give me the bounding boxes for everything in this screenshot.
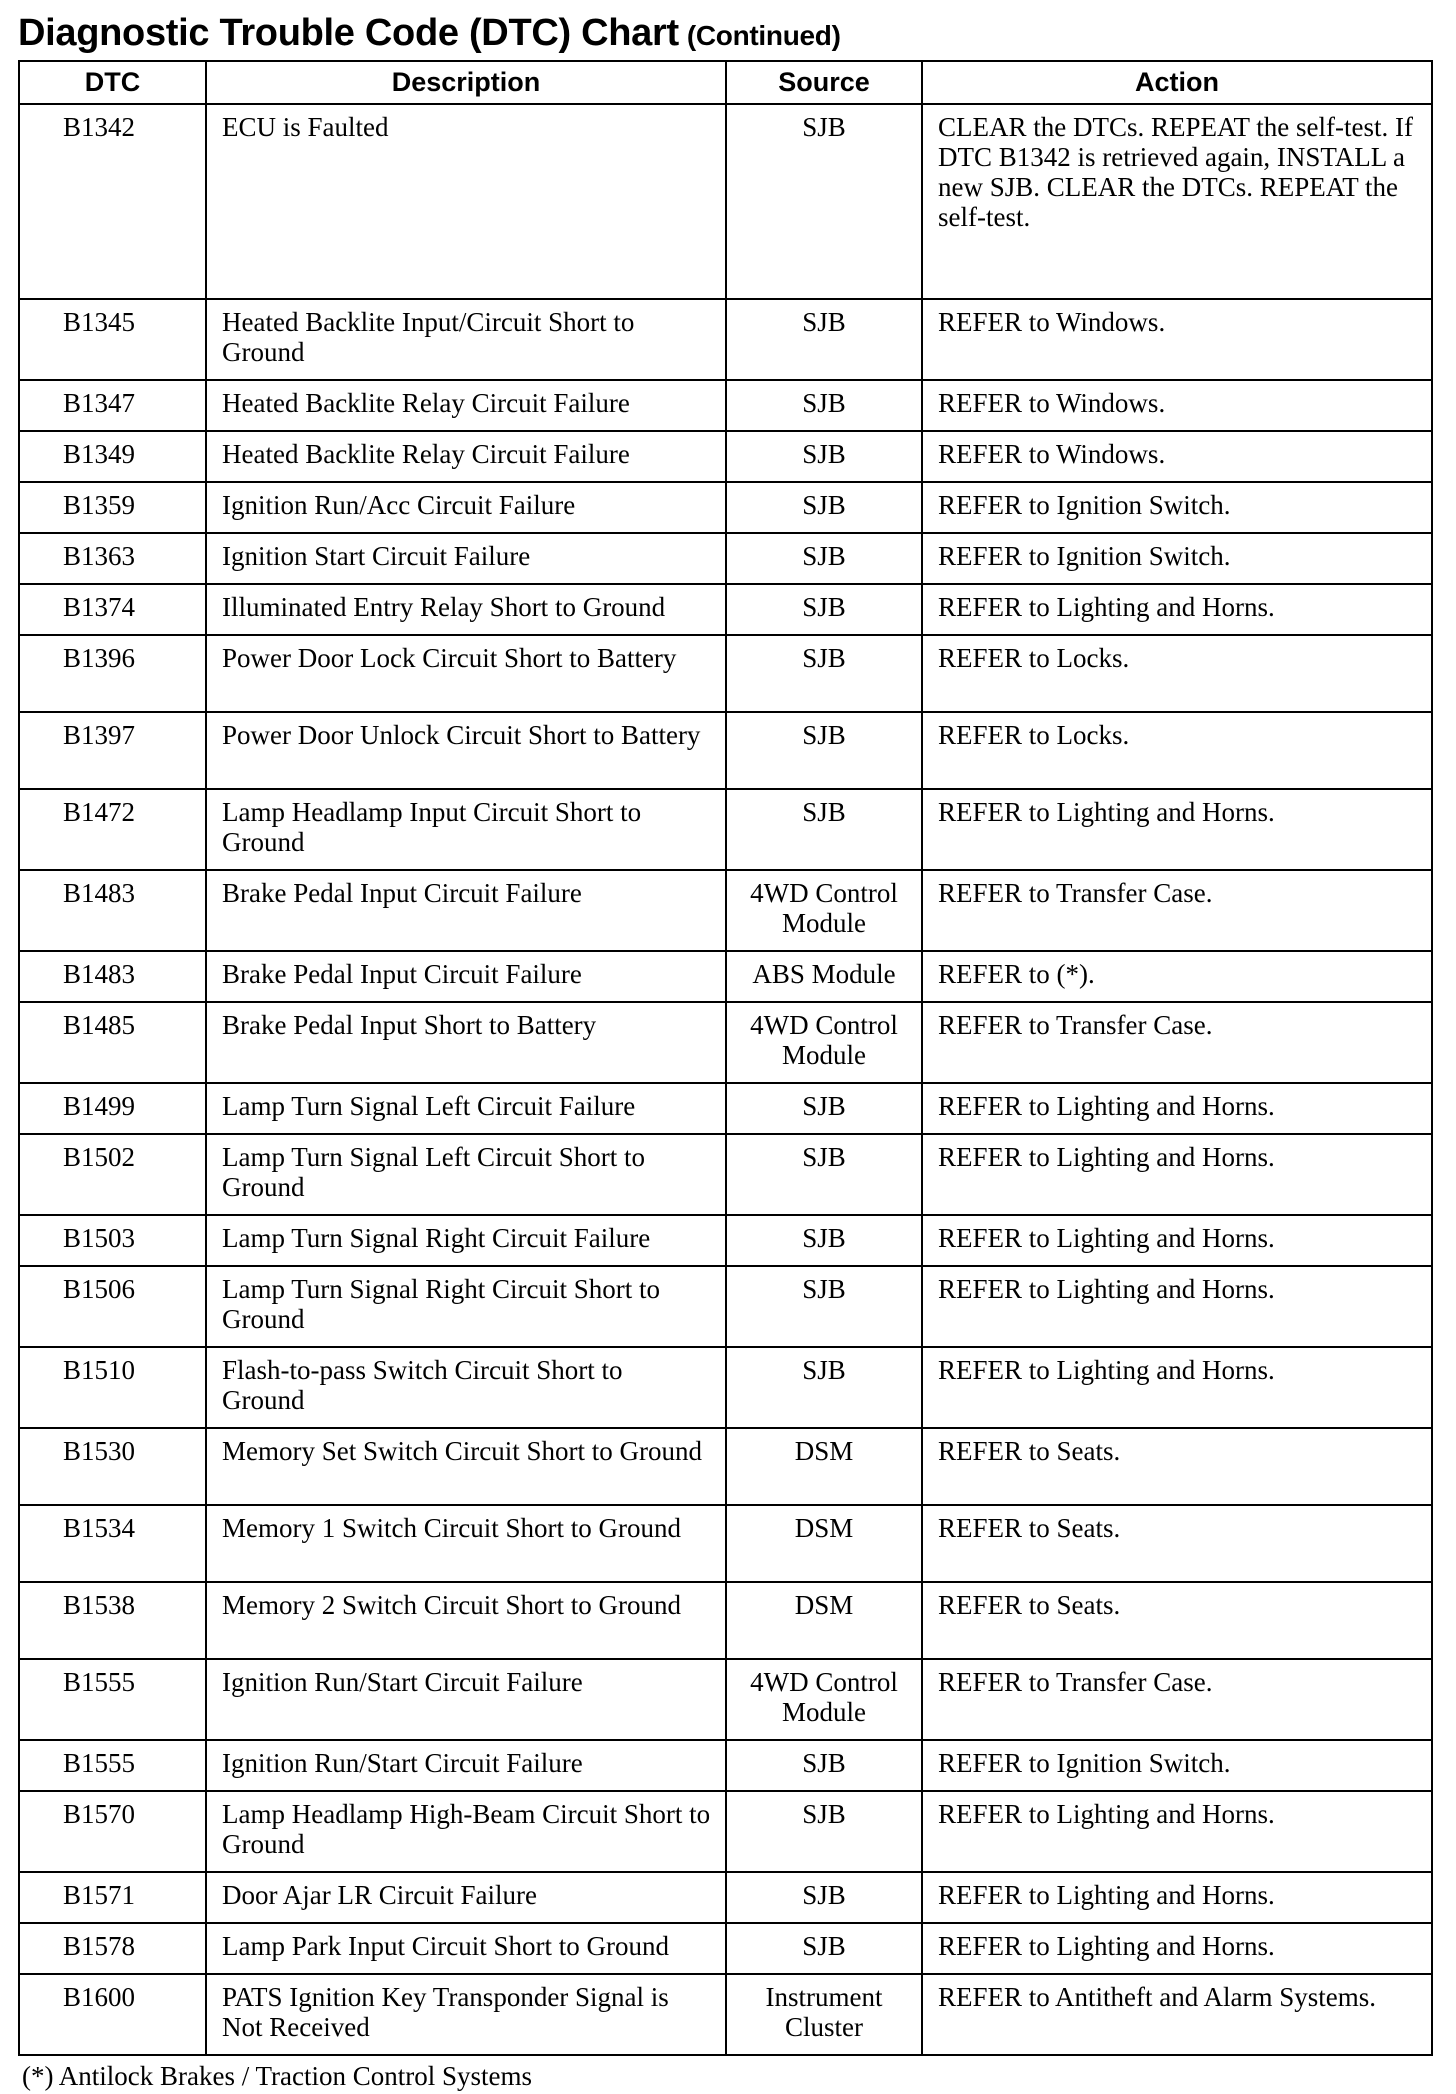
source-cell: SJB	[726, 1791, 922, 1872]
action-cell: REFER to Lighting and Horns.	[922, 584, 1432, 635]
action-cell: REFER to Locks.	[922, 635, 1432, 712]
description-cell: Brake Pedal Input Circuit Failure	[206, 951, 726, 1002]
table-row	[19, 1266, 1432, 1347]
table-row	[19, 299, 1432, 380]
table-row	[19, 789, 1432, 870]
source-cell: SJB	[726, 1347, 922, 1428]
source-cell: SJB	[726, 299, 922, 380]
table-row	[19, 1659, 1432, 1740]
dtc-cell: B1363	[19, 533, 206, 584]
table-row	[19, 104, 1432, 299]
action-cell: REFER to Ignition Switch.	[922, 533, 1432, 584]
dtc-cell: B1485	[19, 1002, 206, 1083]
description-cell: Ignition Start Circuit Failure	[206, 533, 726, 584]
document-page	[18, 8, 1438, 2094]
description-cell: Lamp Turn Signal Left Circuit Failure	[206, 1083, 726, 1134]
source-cell: 4WD Control Module	[726, 1002, 922, 1083]
source-cell: SJB	[726, 104, 922, 299]
dtc-cell: B1506	[19, 1266, 206, 1347]
dtc-cell: B1578	[19, 1923, 206, 1974]
table-row	[19, 1740, 1432, 1791]
source-cell: ABS Module	[726, 951, 922, 1002]
table-row	[19, 584, 1432, 635]
column-header-source: Source	[726, 61, 922, 104]
dtc-cell: B1503	[19, 1215, 206, 1266]
table-row	[19, 533, 1432, 584]
dtc-cell: B1349	[19, 431, 206, 482]
dtc-cell: B1538	[19, 1582, 206, 1659]
table-row	[19, 1002, 1432, 1083]
source-cell: SJB	[726, 380, 922, 431]
dtc-cell: B1483	[19, 870, 206, 951]
table-row	[19, 1974, 1432, 2055]
table-row	[19, 1923, 1432, 1974]
action-cell: REFER to Lighting and Horns.	[922, 1266, 1432, 1347]
action-cell: REFER to Lighting and Horns.	[922, 1872, 1432, 1923]
footnote: (*) Antilock Brakes / Traction Control Systems	[22, 2061, 532, 2091]
dtc-cell: B1534	[19, 1505, 206, 1582]
action-cell: REFER to Lighting and Horns.	[922, 1347, 1432, 1428]
dtc-cell: B1499	[19, 1083, 206, 1134]
action-cell: REFER to Lighting and Horns.	[922, 1215, 1432, 1266]
source-cell: DSM	[726, 1428, 922, 1505]
table-row	[19, 1505, 1432, 1582]
column-header-action: Action	[922, 61, 1432, 104]
dtc-cell: B1342	[19, 104, 206, 299]
source-cell: Instrument Cluster	[726, 1974, 922, 2055]
title-suffix: (Continued)	[686, 20, 841, 51]
description-cell: Ignition Run/Acc Circuit Failure	[206, 482, 726, 533]
action-cell: REFER to Lighting and Horns.	[922, 789, 1432, 870]
action-cell: REFER to Lighting and Horns.	[922, 1134, 1432, 1215]
description-cell: Memory 1 Switch Circuit Short to Ground	[206, 1505, 726, 1582]
table-row	[19, 870, 1432, 951]
source-cell: SJB	[726, 584, 922, 635]
dtc-cell: B1555	[19, 1740, 206, 1791]
action-cell: REFER to Transfer Case.	[922, 1002, 1432, 1083]
dtc-cell: B1396	[19, 635, 206, 712]
source-cell: SJB	[726, 431, 922, 482]
description-cell: Flash-to-pass Switch Circuit Short to Ground	[206, 1347, 726, 1428]
source-cell: DSM	[726, 1582, 922, 1659]
action-cell: REFER to Windows.	[922, 380, 1432, 431]
dtc-cell: B1374	[19, 584, 206, 635]
page-title	[18, 8, 1438, 58]
source-cell: SJB	[726, 789, 922, 870]
table-row	[19, 380, 1432, 431]
table-header-row	[19, 61, 1432, 104]
description-cell: Illuminated Entry Relay Short to Ground	[206, 584, 726, 635]
source-cell: SJB	[726, 1215, 922, 1266]
dtc-cell: B1510	[19, 1347, 206, 1428]
table-row	[19, 712, 1432, 789]
source-cell: SJB	[726, 1923, 922, 1974]
dtc-cell: B1483	[19, 951, 206, 1002]
table-row	[19, 951, 1432, 1002]
dtc-cell: B1571	[19, 1872, 206, 1923]
description-cell: Lamp Park Input Circuit Short to Ground	[206, 1923, 726, 1974]
action-cell: REFER to Transfer Case.	[922, 870, 1432, 951]
action-cell: REFER to Seats.	[922, 1428, 1432, 1505]
source-cell: 4WD Control Module	[726, 870, 922, 951]
description-cell: Brake Pedal Input Short to Battery	[206, 1002, 726, 1083]
description-cell: Door Ajar LR Circuit Failure	[206, 1872, 726, 1923]
description-cell: Lamp Turn Signal Right Circuit Failure	[206, 1215, 726, 1266]
table-row	[19, 1791, 1432, 1872]
source-cell: 4WD Control Module	[726, 1659, 922, 1740]
description-cell: Memory Set Switch Circuit Short to Ground	[206, 1428, 726, 1505]
action-cell: REFER to Ignition Switch.	[922, 1740, 1432, 1791]
description-cell: Brake Pedal Input Circuit Failure	[206, 870, 726, 951]
title-text: Diagnostic Trouble Code (DTC) Chart	[18, 12, 679, 54]
dtc-cell: B1347	[19, 380, 206, 431]
table-row	[19, 1872, 1432, 1923]
table-row	[19, 1347, 1432, 1428]
source-cell: SJB	[726, 712, 922, 789]
description-cell: Heated Backlite Input/Circuit Short to Ground	[206, 299, 726, 380]
action-cell: REFER to Locks.	[922, 712, 1432, 789]
description-cell: Lamp Headlamp Input Circuit Short to Ground	[206, 789, 726, 870]
description-cell: Ignition Run/Start Circuit Failure	[206, 1659, 726, 1740]
action-cell: REFER to Transfer Case.	[922, 1659, 1432, 1740]
description-cell: Power Door Lock Circuit Short to Battery	[206, 635, 726, 712]
table-row	[19, 1582, 1432, 1659]
source-cell: SJB	[726, 1266, 922, 1347]
action-cell: REFER to Windows.	[922, 299, 1432, 380]
description-cell: Ignition Run/Start Circuit Failure	[206, 1740, 726, 1791]
description-cell: Memory 2 Switch Circuit Short to Ground	[206, 1582, 726, 1659]
action-cell: REFER to Seats.	[922, 1582, 1432, 1659]
dtc-cell: B1397	[19, 712, 206, 789]
description-cell: Lamp Turn Signal Left Circuit Short to Ground	[206, 1134, 726, 1215]
table-row	[19, 1083, 1432, 1134]
table-row	[19, 1428, 1432, 1505]
column-header-dtc: DTC	[19, 61, 206, 104]
source-cell: SJB	[726, 1083, 922, 1134]
description-cell: Heated Backlite Relay Circuit Failure	[206, 431, 726, 482]
column-header-description: Description	[206, 61, 726, 104]
dtc-cell: B1555	[19, 1659, 206, 1740]
dtc-cell: B1600	[19, 1974, 206, 2055]
action-cell: REFER to Windows.	[922, 431, 1432, 482]
table-row	[19, 1134, 1432, 1215]
action-cell: REFER to (*).	[922, 951, 1432, 1002]
table-row	[19, 431, 1432, 482]
action-cell: REFER to Seats.	[922, 1505, 1432, 1582]
action-cell: REFER to Lighting and Horns.	[922, 1083, 1432, 1134]
source-cell: SJB	[726, 1740, 922, 1791]
description-cell: Lamp Turn Signal Right Circuit Short to Ground	[206, 1266, 726, 1347]
action-cell: CLEAR the DTCs. REPEAT the self-test. If DTC B1342 is retrieved again, INSTALL a new SJB. CLEAR the DTCs. REPEAT the self-test.	[922, 104, 1432, 299]
description-cell: Lamp Headlamp High-Beam Circuit Short to Ground	[206, 1791, 726, 1872]
dtc-cell: B1530	[19, 1428, 206, 1505]
dtc-cell: B1359	[19, 482, 206, 533]
action-cell: REFER to Ignition Switch.	[922, 482, 1432, 533]
source-cell: DSM	[726, 1505, 922, 1582]
dtc-cell: B1502	[19, 1134, 206, 1215]
dtc-cell: B1472	[19, 789, 206, 870]
table-row	[19, 635, 1432, 712]
source-cell: SJB	[726, 635, 922, 712]
description-cell: ECU is Faulted	[206, 104, 726, 299]
dtc-cell: B1345	[19, 299, 206, 380]
table-row	[19, 1215, 1432, 1266]
action-cell: REFER to Lighting and Horns.	[922, 1791, 1432, 1872]
table-row	[19, 482, 1432, 533]
source-cell: SJB	[726, 1134, 922, 1215]
dtc-table	[18, 60, 1433, 2056]
description-cell: Power Door Unlock Circuit Short to Battery	[206, 712, 726, 789]
action-cell: REFER to Antitheft and Alarm Systems.	[922, 1974, 1432, 2055]
source-cell: SJB	[726, 1872, 922, 1923]
dtc-cell: B1570	[19, 1791, 206, 1872]
source-cell: SJB	[726, 533, 922, 584]
source-cell: SJB	[726, 482, 922, 533]
description-cell: PATS Ignition Key Transponder Signal is Not Received	[206, 1974, 726, 2055]
description-cell: Heated Backlite Relay Circuit Failure	[206, 380, 726, 431]
action-cell: REFER to Lighting and Horns.	[922, 1923, 1432, 1974]
